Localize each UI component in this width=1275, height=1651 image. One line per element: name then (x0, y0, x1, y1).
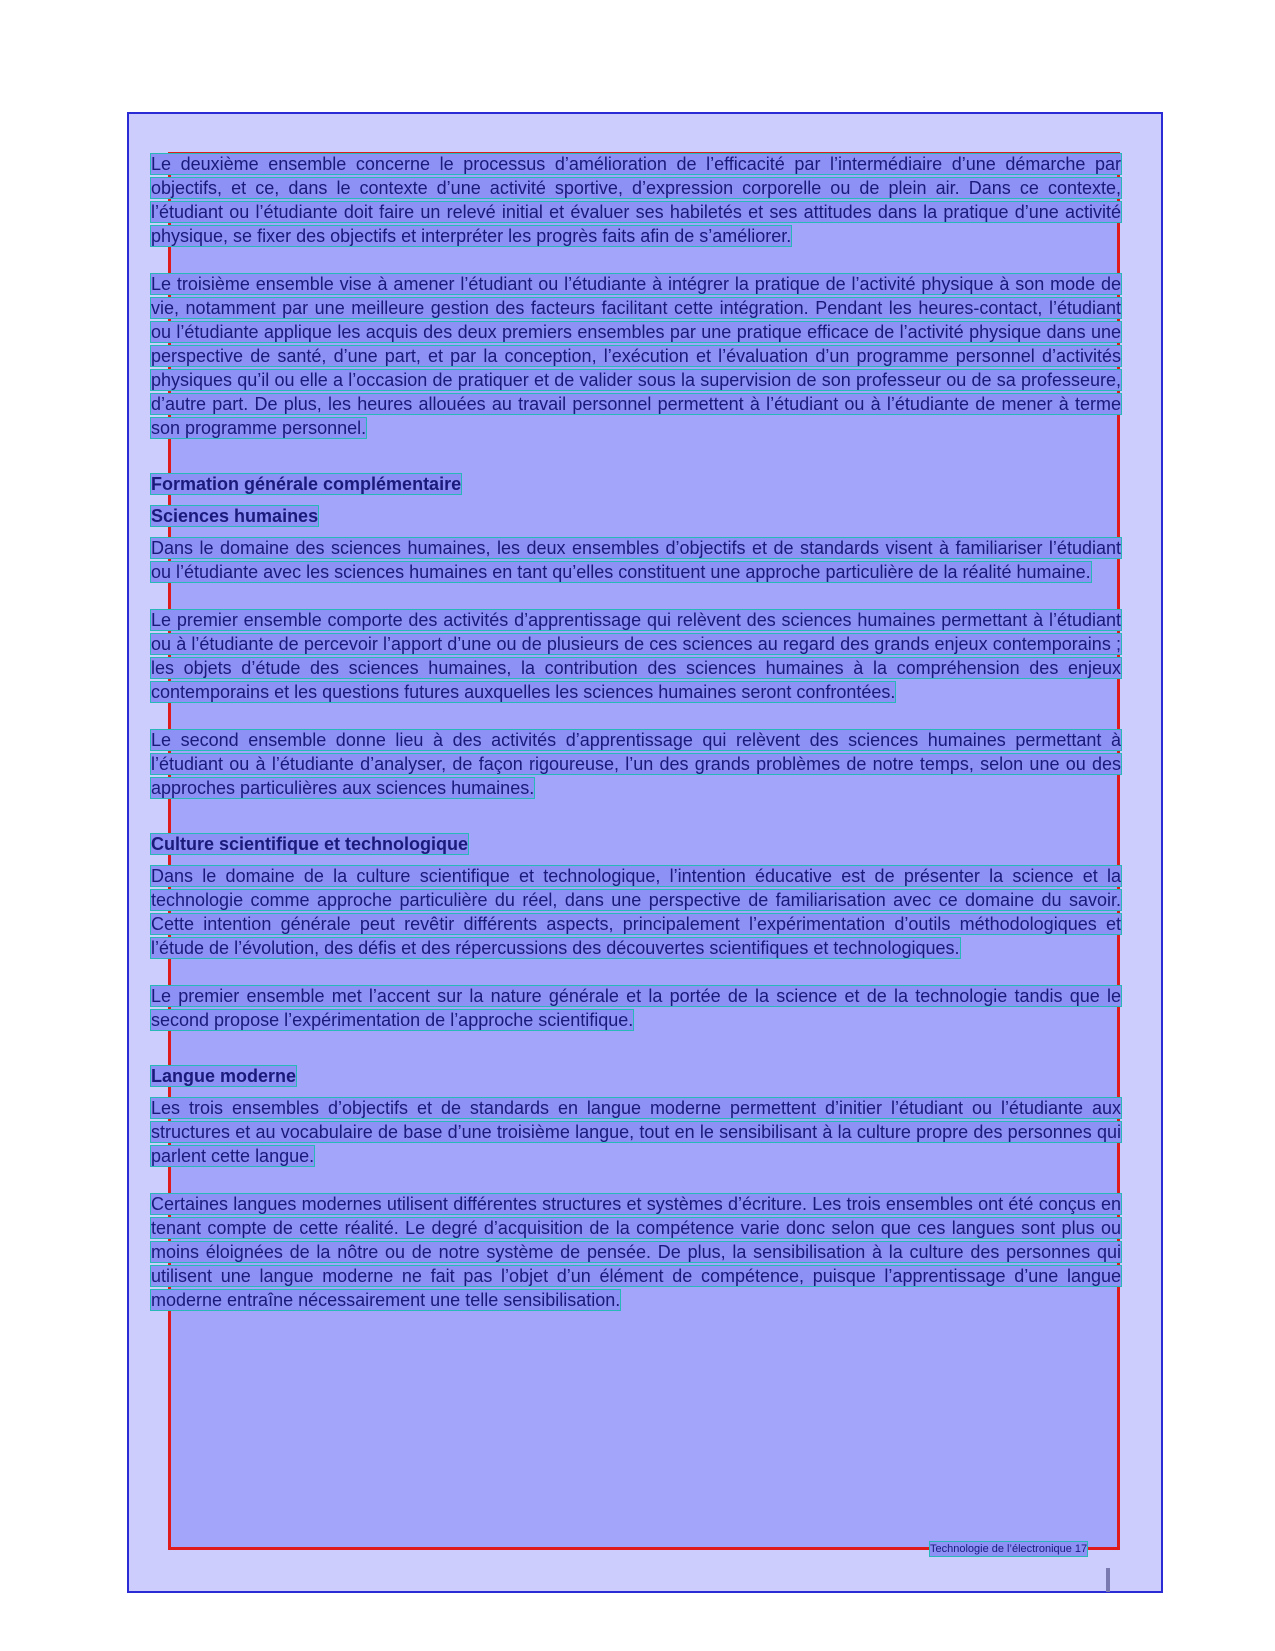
subsection-heading-langue: Langue moderne (151, 1066, 297, 1086)
paragraph (151, 536, 1121, 584)
page-edge-marker (1106, 1568, 1110, 1592)
paragraph (151, 1096, 1121, 1168)
page-footer: Technologie de l’électronique 17 (930, 1543, 1088, 1555)
paragraph (151, 608, 1121, 704)
paragraph-text: Le deuxième ensemble concerne le processus d’amélioration de l’efficacité par l’intermédiaire d’une démarche par objectifs, et ce, dans le contexte d’une activité sportive, d’expression corporelle ou de plein air. Dans ce contexte, l’étudiant ou l’étudiante doit faire un relevé initial et évaluer ses habiletés et ses attitudes dans la pratique d’une activité physique, se fixer des objectifs et interpréter les progrès faits afin de s’améliorer. (151, 154, 1121, 246)
subsection-heading-culture: Culture scientifique et technologique (151, 834, 469, 854)
paragraph-text: Les trois ensembles d’objectifs et de standards en langue moderne permettent d’initier l’étudiant ou l’étudiante aux structures et au vocabulaire de base d’une troisième langue, tout en le sensibilisant à la culture propre des personnes qui parlent cette langue. (151, 1098, 1121, 1166)
paragraph-text: Le troisième ensemble vise à amener l’étudiant ou l’étudiante à intégrer la pratique de l’activité physique à son mode de vie, notamment par une meilleure gestion des facteurs facilitant cette intégration. Pendant les heures-contact, l’étudiant ou l’étudiante applique les acquis des deux premiers ensembles par une pratique efficace de l’activité physique dans une perspective de santé, d’une part, et par la conception, l’exécution et l’évaluation d’un programme personnel d’activités physiques qu’il ou elle a l’occasion de pratiquer et de valider sous la supervision de son professeur ou de sa professeure, d’autre part. De plus, les heures allouées au travail personnel permettent à l’étudiant ou à l’étudiante de mener à terme son programme personnel. (151, 274, 1121, 438)
paragraph (151, 152, 1121, 248)
subsection-heading-sciences: Sciences humaines (151, 506, 319, 526)
paragraph-text: Le premier ensemble comporte des activités d’apprentissage qui relèvent des sciences humaines permettant à l’étudiant ou à l’étudiante de percevoir l’apport d’une ou de plusieurs de ces sciences au regard des grands enjeux contemporains ; les objets d’étude des sciences humaines, la contribution des sciences humaines à la compréhension des enjeux contemporains et les questions futures auxquelles les sciences humaines seront confrontées. (151, 610, 1121, 702)
paragraph-text: Le premier ensemble met l’accent sur la nature générale et la portée de la science et de la technologie tandis que le second propose l’expérimentation de l’approche scientifique. (151, 986, 1121, 1030)
paragraph (151, 272, 1121, 440)
document-body (151, 152, 1121, 1336)
paragraph (151, 984, 1121, 1032)
paragraph-text: Dans le domaine des sciences humaines, les deux ensembles d’objectifs et de standards visent à familiariser l’étudiant ou l’étudiante avec les sciences humaines en tant qu’elles constituent une approche particulière de la réalité humaine. (151, 538, 1121, 582)
paragraph (151, 728, 1121, 800)
paragraph (151, 864, 1121, 960)
section-heading-formation: Formation générale complémentaire (151, 474, 462, 494)
paragraph (151, 1192, 1121, 1312)
paragraph-text: Dans le domaine de la culture scientifique et technologique, l’intention éducative est de présenter la science et la technologie comme approche particulière du réel, dans une perspective de familiarisation avec ce domaine du savoir. Cette intention générale peut revêtir différents aspects, principalement l’expérimentation d’outils méthodologiques et l’étude de l’évolution, des défis et des répercussions des découvertes scientifiques et technologiques. (151, 866, 1121, 958)
paragraph-text: Le second ensemble donne lieu à des activités d’apprentissage qui relèvent des sciences humaines permettant à l’étudiant ou à l’étudiante d’analyser, de façon rigoureuse, l’un des grands problèmes de notre temps, selon une ou des approches particulières aux sciences humaines. (151, 730, 1121, 798)
paragraph-text: Certaines langues modernes utilisent différentes structures et systèmes d’écriture. Les trois ensembles ont été conçus en tenant compte de cette réalité. Le degré d’acquisition de la compétence varie donc selon que ces langues sont plus ou moins éloignées de la nôtre ou de notre système de pensée. De plus, la sensibilisation à la culture des personnes qui utilisent une langue moderne ne fait pas l’objet d’un élément de compétence, puisque l’apprentissage d’une langue moderne entraîne nécessairement une telle sensibilisation. (151, 1194, 1121, 1310)
